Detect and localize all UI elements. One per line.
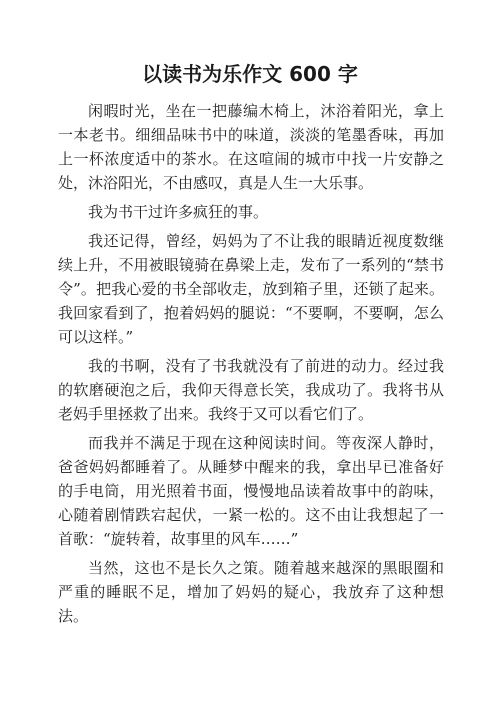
paragraph: 而我并不满足于现在这种阅读时间。等夜深人静时，爸爸妈妈都睡着了。从睡梦中醒来的我，拿出早已准备好的手电筒，用光照着书面，慢慢地品读着故事中的韵味，心随着剧情跌宕起伏，一紧一松的。这不由让我想起了一首歌：“旋转着，故事里的风车……” [58,434,444,548]
paragraph: 当然，这也不是长久之策。随着越来越深的黑眼圈和严重的睡眠不足，增加了妈妈的疑心，我放弃了这种想法。 [58,559,444,625]
paragraph: 我还记得，曾经，妈妈为了不让我的眼睛近视度数继续上升，不用被眼镜骑在鼻梁上走，发布了一系列的“禁书令”。把我心爱的书全部收走，放到箱子里，还锁了起来。我回家看到了，抱着妈妈的腿说：“不要啊，不要啊，怎么可以这样。” [58,232,444,346]
paragraph: 我为书干过许多疯狂的事。 [88,203,269,221]
paragraph: 闲暇时光，坐在一把藤编木椅上，沐浴着阳光，拿上一本老书。细细品味书中的味道，淡淡的笔墨香味，再加上一杯浓度适中的茶水。在这喧闹的城市中找一片安静之处，沐浴阳光，不由感叹，真是人生一大乐事。 [58,102,444,192]
paragraph: 我的书啊，没有了书我就没有了前进的动力。经过我的软磨硬泡之后，我仰天得意长笑，我成功了。我将书从老妈手里拯救了出来。我终于又可以看它们了。 [58,357,444,423]
document-title: 以读书为乐作文 600 字 [142,62,358,86]
document-body [58,99,444,633]
